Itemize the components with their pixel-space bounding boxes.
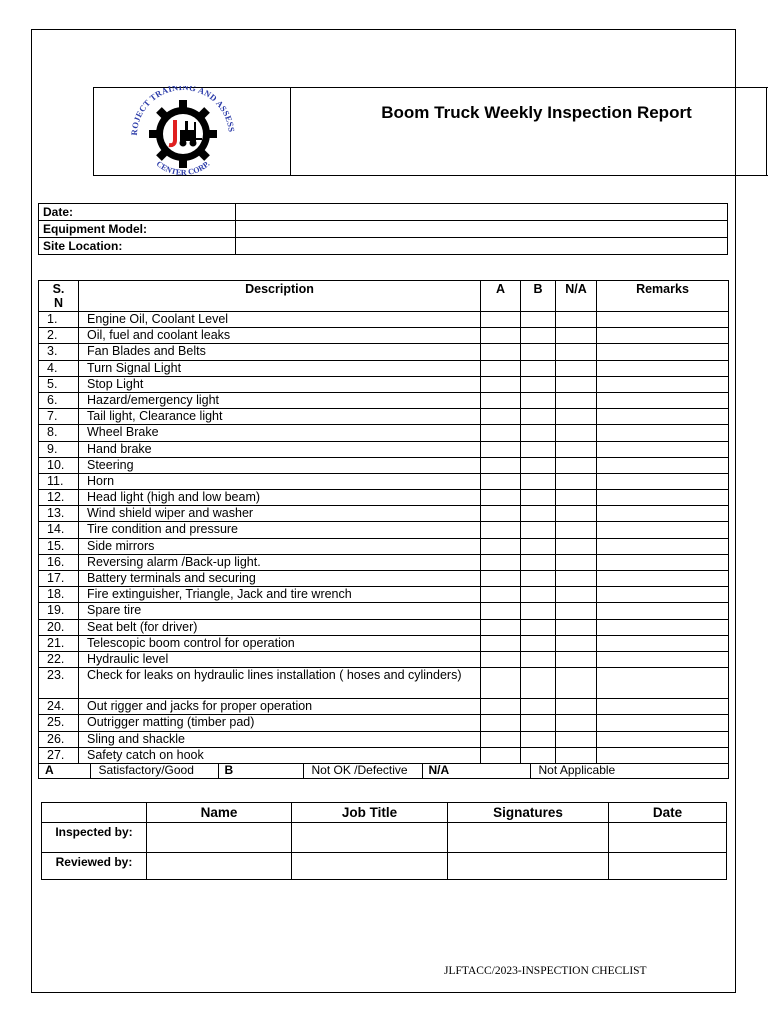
rating-b-cell[interactable] [521,731,556,747]
item-description: Fire extinguisher, Triangle, Jack and tire wrench [79,587,481,603]
item-description: Engine Oil, Coolant Level [79,312,481,328]
rating-a-cell[interactable] [481,490,521,506]
item-number: 18. [39,587,79,603]
rating-a-cell[interactable] [481,731,521,747]
rating-na-cell[interactable] [556,587,597,603]
legend-table [39,764,728,778]
svg-text:CENTER CORP.: CENTER CORP. [154,159,212,178]
remarks-cell[interactable] [597,668,729,699]
rating-na-cell[interactable] [556,747,597,763]
item-number: 26. [39,731,79,747]
inspected-date-field[interactable] [609,823,727,853]
rating-b-cell[interactable] [521,747,556,763]
checklist-row [39,587,729,603]
equipment-model-field[interactable] [236,221,728,238]
rating-na-cell[interactable] [556,668,597,699]
item-description: Out rigger and jacks for proper operation [79,699,481,715]
remarks-cell[interactable] [597,699,729,715]
date-field[interactable] [236,204,728,221]
info-table [38,203,728,255]
rating-na-cell[interactable] [556,392,597,408]
remarks-cell[interactable] [597,441,729,457]
rating-a-cell[interactable] [481,554,521,570]
signoff-header-name: Name [147,803,292,823]
item-number: 3. [39,344,79,360]
rating-a-cell[interactable] [481,587,521,603]
rating-b-cell[interactable] [521,473,556,489]
rating-a-cell[interactable] [481,425,521,441]
remarks-cell[interactable] [597,747,729,763]
rating-b-cell[interactable] [521,538,556,554]
col-header-remarks: Remarks [597,281,729,312]
rating-na-cell[interactable] [556,425,597,441]
rating-b-cell[interactable] [521,571,556,587]
checklist-row [39,457,729,473]
checklist-row [39,344,729,360]
reviewed-date-field[interactable] [609,853,727,880]
item-number: 12. [39,490,79,506]
remarks-cell[interactable] [597,328,729,344]
info-row-date [39,204,728,221]
checklist-row [39,699,729,715]
item-number: 11. [39,473,79,489]
rating-na-cell[interactable] [556,635,597,651]
item-description: Wind shield wiper and washer [79,506,481,522]
item-number: 2. [39,328,79,344]
rating-b-cell[interactable] [521,490,556,506]
checklist-row [39,554,729,570]
checklist-row [39,731,729,747]
legend-row [39,763,729,778]
legend-key-na: N/A [422,764,530,778]
inspected-job-title-field[interactable] [292,823,448,853]
legend-key-a: A [39,764,90,778]
rating-a-cell[interactable] [481,473,521,489]
item-number: 27. [39,747,79,763]
remarks-cell[interactable] [597,490,729,506]
rating-b-cell[interactable] [521,635,556,651]
rating-a-cell[interactable] [481,571,521,587]
rating-a-cell[interactable] [481,619,521,635]
rating-b-cell[interactable] [521,554,556,570]
remarks-cell[interactable] [597,571,729,587]
item-description: Battery terminals and securing [79,571,481,587]
site-location-field[interactable] [236,238,728,255]
inspected-signature-field[interactable] [448,823,609,853]
rating-na-cell[interactable] [556,490,597,506]
rating-a-cell[interactable] [481,392,521,408]
reviewed-by-label: Reviewed by: [42,853,147,880]
rating-na-cell[interactable] [556,715,597,731]
item-description: Tail light, Clearance light [79,409,481,425]
rating-a-cell[interactable] [481,635,521,651]
item-description: Hazard/emergency light [79,392,481,408]
header-divider [290,87,291,176]
rating-b-cell[interactable] [521,457,556,473]
remarks-cell[interactable] [597,587,729,603]
rating-na-cell[interactable] [556,571,597,587]
item-number: 21. [39,635,79,651]
item-number: 8. [39,425,79,441]
legend-value-b: Not OK /Defective [303,764,422,778]
rating-b-cell[interactable] [521,376,556,392]
remarks-cell[interactable] [597,344,729,360]
remarks-cell[interactable] [597,538,729,554]
item-number: 7. [39,409,79,425]
remarks-cell[interactable] [597,522,729,538]
item-number: 9. [39,441,79,457]
item-number: 20. [39,619,79,635]
item-description: Check for leaks on hydraulic lines installation ( hoses and cylinders) [79,668,481,699]
rating-b-cell[interactable] [521,619,556,635]
rating-na-cell[interactable] [556,522,597,538]
date-label: Date: [39,204,236,221]
item-description: Stop Light [79,376,481,392]
rating-a-cell[interactable] [481,651,521,667]
rating-na-cell[interactable] [556,699,597,715]
item-number: 22. [39,651,79,667]
signoff-row-reviewed [42,853,727,880]
site-location-label: Site Location: [39,238,236,255]
rating-b-cell[interactable] [521,603,556,619]
item-description: Side mirrors [79,538,481,554]
rating-na-cell[interactable] [556,731,597,747]
item-description: Safety catch on hook [79,747,481,763]
remarks-cell[interactable] [597,312,729,328]
remarks-cell[interactable] [597,425,729,441]
col-header-description: Description [79,281,481,312]
remarks-cell[interactable] [597,651,729,667]
col-header-sn: S. N [39,281,79,312]
item-number: 10. [39,457,79,473]
checklist-row [39,715,729,731]
rating-b-cell[interactable] [521,392,556,408]
item-number: 15. [39,538,79,554]
rating-b-cell[interactable] [521,651,556,667]
item-description: Horn [79,473,481,489]
rating-b-cell[interactable] [521,715,556,731]
checklist-body [39,312,729,764]
rating-na-cell[interactable] [556,554,597,570]
rating-na-cell[interactable] [556,603,597,619]
rating-na-cell[interactable] [556,457,597,473]
rating-na-cell[interactable] [556,473,597,489]
rating-a-cell[interactable] [481,747,521,763]
checklist-row [39,490,729,506]
checklist-row [39,635,729,651]
rating-b-cell[interactable] [521,668,556,699]
item-number: 16. [39,554,79,570]
item-description: Sling and shackle [79,731,481,747]
signoff-header-signatures: Signatures [448,803,609,823]
remarks-cell[interactable] [597,635,729,651]
header-edge [766,87,767,176]
rating-a-cell[interactable] [481,522,521,538]
rating-a-cell[interactable] [481,312,521,328]
remarks-cell[interactable] [597,392,729,408]
remarks-cell[interactable] [597,554,729,570]
col-header-b: B [521,281,556,312]
rating-na-cell[interactable] [556,441,597,457]
rating-na-cell[interactable] [556,506,597,522]
inspected-by-label: Inspected by: [42,823,147,853]
info-row-site [39,238,728,255]
item-description: Outrigger matting (timber pad) [79,715,481,731]
rating-a-cell[interactable] [481,699,521,715]
rating-na-cell[interactable] [556,360,597,376]
checklist-row [39,651,729,667]
checklist-header-row [39,281,729,312]
item-description: Telescopic boom control for operation [79,635,481,651]
item-number: 25. [39,715,79,731]
rating-b-cell[interactable] [521,522,556,538]
legend-key-b: B [218,764,303,778]
report-title: Boom Truck Weekly Inspection Report [381,103,692,122]
rating-a-cell[interactable] [481,344,521,360]
legend-value-na: Not Applicable [538,762,616,777]
rating-a-cell[interactable] [481,376,521,392]
legend-value-a: Satisfactory/Good [90,764,218,778]
checklist-row [39,392,729,408]
signoff-header-job-title: Job Title [292,803,448,823]
rating-a-cell[interactable] [481,409,521,425]
checklist-row [39,312,729,328]
equipment-model-label: Equipment Model: [39,221,236,238]
item-description: Reversing alarm /Back-up light. [79,554,481,570]
checklist-row [39,376,729,392]
item-description: Seat belt (for driver) [79,619,481,635]
forklift-gear-icon [110,86,255,178]
rating-na-cell[interactable] [556,619,597,635]
remarks-cell[interactable] [597,715,729,731]
rating-b-cell[interactable] [521,328,556,344]
rating-b-cell[interactable] [521,312,556,328]
remarks-cell[interactable] [597,506,729,522]
rating-na-cell[interactable] [556,651,597,667]
item-description: Spare tire [79,603,481,619]
item-description: Steering [79,457,481,473]
rating-na-cell[interactable] [556,538,597,554]
item-number: 6. [39,392,79,408]
item-number: 17. [39,571,79,587]
remarks-cell[interactable] [597,409,729,425]
remarks-cell[interactable] [597,360,729,376]
signoff-row-inspected [42,823,727,853]
rating-b-cell[interactable] [521,441,556,457]
rating-a-cell[interactable] [481,715,521,731]
rating-a-cell[interactable] [481,457,521,473]
item-description: Turn Signal Light [79,360,481,376]
rating-b-cell[interactable] [521,360,556,376]
item-description: Oil, fuel and coolant leaks [79,328,481,344]
checklist-row [39,441,729,457]
rating-a-cell[interactable] [481,668,521,699]
remarks-cell[interactable] [597,619,729,635]
checklist-row [39,360,729,376]
item-number: 5. [39,376,79,392]
rating-a-cell[interactable] [481,360,521,376]
rating-b-cell[interactable] [521,699,556,715]
rating-b-cell[interactable] [521,587,556,603]
item-number: 23. [39,668,79,699]
checklist-row [39,522,729,538]
reviewed-signature-field[interactable] [448,853,609,880]
remarks-cell[interactable] [597,473,729,489]
document-code: JLFTACC/2023-INSPECTION CHECLIST [444,965,647,977]
col-header-na: N/A [556,281,597,312]
rating-a-cell[interactable] [481,603,521,619]
rating-b-cell[interactable] [521,344,556,360]
rating-a-cell[interactable] [481,538,521,554]
checklist-row [39,506,729,522]
checklist-table [38,280,729,779]
checklist-row [39,425,729,441]
rating-na-cell[interactable] [556,376,597,392]
checklist-row [39,538,729,554]
rating-na-cell[interactable] [556,344,597,360]
rating-a-cell[interactable] [481,506,521,522]
checklist-row [39,409,729,425]
reviewed-job-title-field[interactable] [292,853,448,880]
checklist-row [39,747,729,763]
item-number: 4. [39,360,79,376]
rating-na-cell[interactable] [556,312,597,328]
reviewed-name-field[interactable] [147,853,292,880]
remarks-cell[interactable] [597,603,729,619]
checklist-row [39,328,729,344]
company-logo [110,86,255,178]
checklist-row [39,619,729,635]
item-description: Wheel Brake [79,425,481,441]
checklist-row [39,473,729,489]
item-description: Hydraulic level [79,651,481,667]
signoff-header-date: Date [609,803,727,823]
item-description: Hand brake [79,441,481,457]
rating-a-cell[interactable] [481,328,521,344]
item-number: 24. [39,699,79,715]
item-number: 14. [39,522,79,538]
item-number: 1. [39,312,79,328]
checklist-row [39,571,729,587]
remarks-cell[interactable] [597,376,729,392]
remarks-cell[interactable] [597,457,729,473]
col-header-a: A [481,281,521,312]
item-number: 19. [39,603,79,619]
checklist-row [39,603,729,619]
signoff-header-blank [42,803,147,823]
item-description: Tire condition and pressure [79,522,481,538]
item-description: Head light (high and low beam) [79,490,481,506]
inspected-name-field[interactable] [147,823,292,853]
checklist-row [39,668,729,699]
signoff-table [41,802,727,880]
rating-na-cell[interactable] [556,328,597,344]
rating-a-cell[interactable] [481,441,521,457]
rating-na-cell[interactable] [556,409,597,425]
item-number: 13. [39,506,79,522]
rating-b-cell[interactable] [521,506,556,522]
svg-text:JLF PROJECT TRAINING AND ASSES: ROJECT TRAINING AND ASSESS [128,86,237,136]
info-row-equipment [39,221,728,238]
rating-b-cell[interactable] [521,409,556,425]
remarks-cell[interactable] [597,731,729,747]
item-description: Fan Blades and Belts [79,344,481,360]
rating-b-cell[interactable] [521,425,556,441]
signoff-header-row [42,803,727,823]
